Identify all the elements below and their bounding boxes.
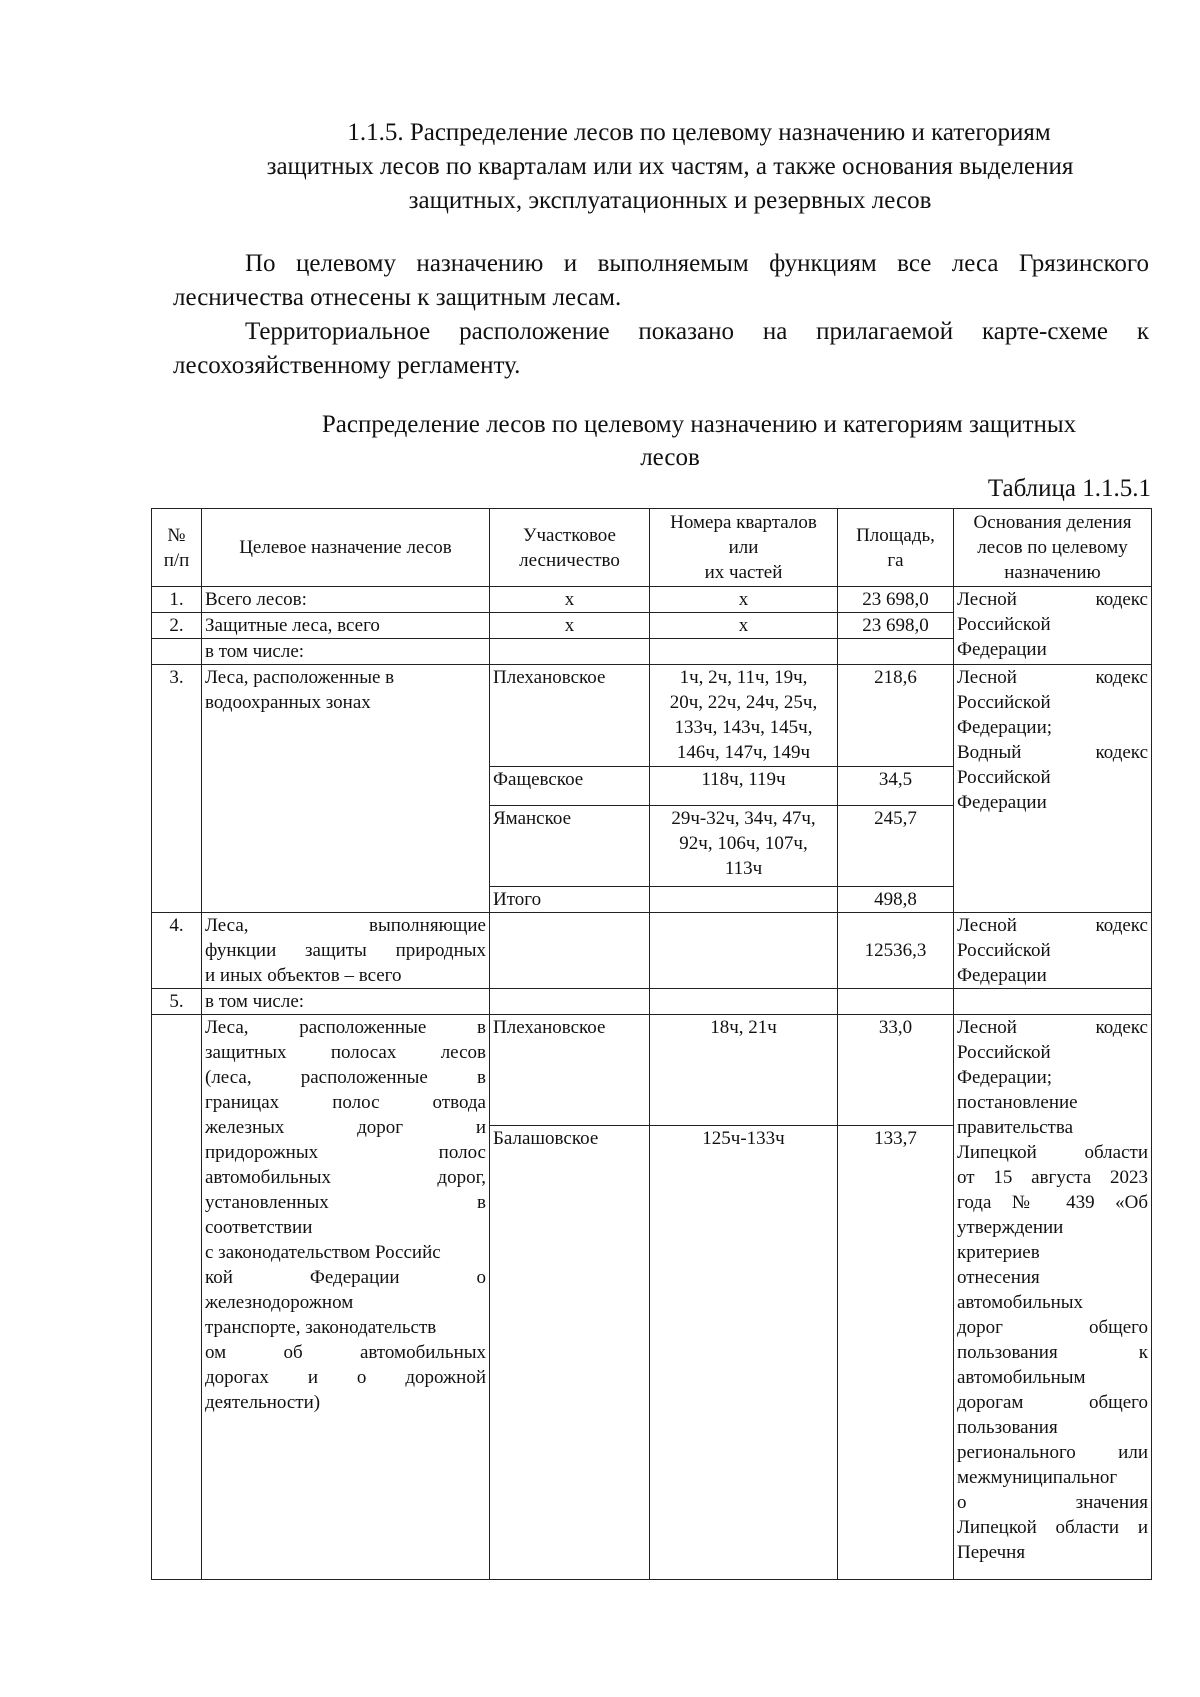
row-district: Балашовское [490, 1126, 650, 1580]
row-district: Яманское [490, 806, 650, 887]
row-district: х [490, 613, 650, 639]
row-district: Плехановское [490, 665, 650, 767]
row-district: Фащевское [490, 767, 650, 806]
header-district: Участковое лесничество [490, 509, 650, 587]
row-basis: Лесной кодекс Российской Федерации; Водный кодекс Российской Федерации [954, 665, 1152, 913]
row-purpose: Защитные леса, всего [202, 613, 490, 639]
section-heading-line-2: защитных лесов по кварталам или их частям, а также основания выделения [266, 153, 1074, 180]
row-area: 12536,3 [838, 913, 954, 989]
section-heading-line-3: защитных, эксплуатационных и резервных лесов [408, 187, 932, 214]
body-text [173, 247, 1149, 383]
row-number: 5. [152, 989, 202, 1015]
row-district [490, 989, 650, 1015]
table-row [152, 1015, 1152, 1126]
row-basis: Лесной кодекс Российской Федерации [954, 913, 1152, 989]
row-district [490, 639, 650, 665]
header-quarters: Номера кварталов или их частей [650, 509, 838, 587]
row-purpose: Леса, расположенные в водоохранных зонах [202, 665, 490, 913]
row-area: 23 698,0 [838, 613, 954, 639]
row-number: 3. [152, 665, 202, 913]
header-number: № п/п [152, 509, 202, 587]
row-quarters [650, 887, 838, 913]
row-area: 245,7 [838, 806, 954, 887]
section-heading-line-1: 1.1.5. Распределение лесов по целевому назначению и категориям [347, 119, 1051, 146]
table-row [152, 913, 1152, 989]
row-number [152, 639, 202, 665]
row-quarters: х [650, 587, 838, 613]
header-purpose: Целевое назначение лесов [202, 509, 490, 587]
row-area: 23 698,0 [838, 587, 954, 613]
row-number [152, 1015, 202, 1580]
row-area [838, 989, 954, 1015]
row-quarters: 29ч-32ч, 34ч, 47ч, 92ч, 106ч, 107ч, 113ч [650, 806, 838, 887]
table-number: Таблица 1.1.5.1 [987, 475, 1151, 502]
row-purpose: Всего лесов: [202, 587, 490, 613]
forest-distribution-table [151, 508, 1152, 1580]
row-purpose: в том числе: [202, 639, 490, 665]
row-number: 2. [152, 613, 202, 639]
section-heading [170, 116, 1170, 218]
row-purpose: в том числе: [202, 989, 490, 1015]
row-basis: Лесной кодекс Российской Федерации; постановление правительства Липецкой области от 15 августа 2023 года № 439 «Об утверждении критериев отнесения автомобильных дорог общего пользования к автомобильным дорогам общего пользования регионального или межмуниципальног о значения Липецкой области и Перечня [954, 1015, 1152, 1580]
row-quarters [650, 989, 838, 1015]
row-quarters: 118ч, 119ч [650, 767, 838, 806]
row-area [838, 639, 954, 665]
row-basis [954, 989, 1152, 1015]
row-quarters: 18ч, 21ч [650, 1015, 838, 1126]
row-district: Итого [490, 887, 650, 913]
table-caption-line-1: Распределение лесов по целевому назначению и категориям защитных [321, 411, 1077, 438]
row-number: 4. [152, 913, 202, 989]
row-area: 33,0 [838, 1015, 954, 1126]
table-header-row [152, 509, 1152, 587]
row-number: 1. [152, 587, 202, 613]
row-quarters [650, 913, 838, 989]
header-area: Площадь, га [838, 509, 954, 587]
row-purpose: Леса, расположенные в защитных полосах лесов (леса, расположенные в границах полос отвода железных дорог и придорожных полос автомобильных дорог, установленных в соответствии с законодательством Российс кой Федерации о железнодорожном транспорте, законодательств ом об автомобильных дорогах и о дорожной деятельности) [202, 1015, 490, 1580]
row-purpose: Леса, выполняющие функции защиты природных и иных объектов – всего [202, 913, 490, 989]
paragraph-purpose: По целевому назначению и выполняемым функциям все леса Грязинского лесничества отнесены к защитным лесам. [173, 250, 1149, 311]
row-area: 498,8 [838, 887, 954, 913]
row-district: Плехановское [490, 1015, 650, 1126]
row-quarters: 125ч-133ч [650, 1126, 838, 1580]
row-quarters: 1ч, 2ч, 11ч, 19ч, 20ч, 22ч, 24ч, 25ч, 133ч, 143ч, 145ч, 146ч, 147ч, 149ч [650, 665, 838, 767]
header-basis: Основания деления лесов по целевому назначению [954, 509, 1152, 587]
row-quarters [650, 639, 838, 665]
row-district: х [490, 587, 650, 613]
row-basis: Лесной кодекс Российской Федерации [954, 587, 1152, 665]
table-row [152, 989, 1152, 1015]
paragraph-location: Территориальное расположение показано на прилагаемой карте-схеме к лесохозяйственному регламенту. [173, 318, 1149, 379]
table-caption-line-2: лесов [640, 444, 700, 471]
table-caption [170, 408, 1170, 474]
row-area: 34,5 [838, 767, 954, 806]
table-row [152, 665, 1152, 767]
table-row [152, 587, 1152, 613]
row-area: 133,7 [838, 1126, 954, 1580]
row-quarters: х [650, 613, 838, 639]
row-district [490, 913, 650, 989]
row-area: 218,6 [838, 665, 954, 767]
